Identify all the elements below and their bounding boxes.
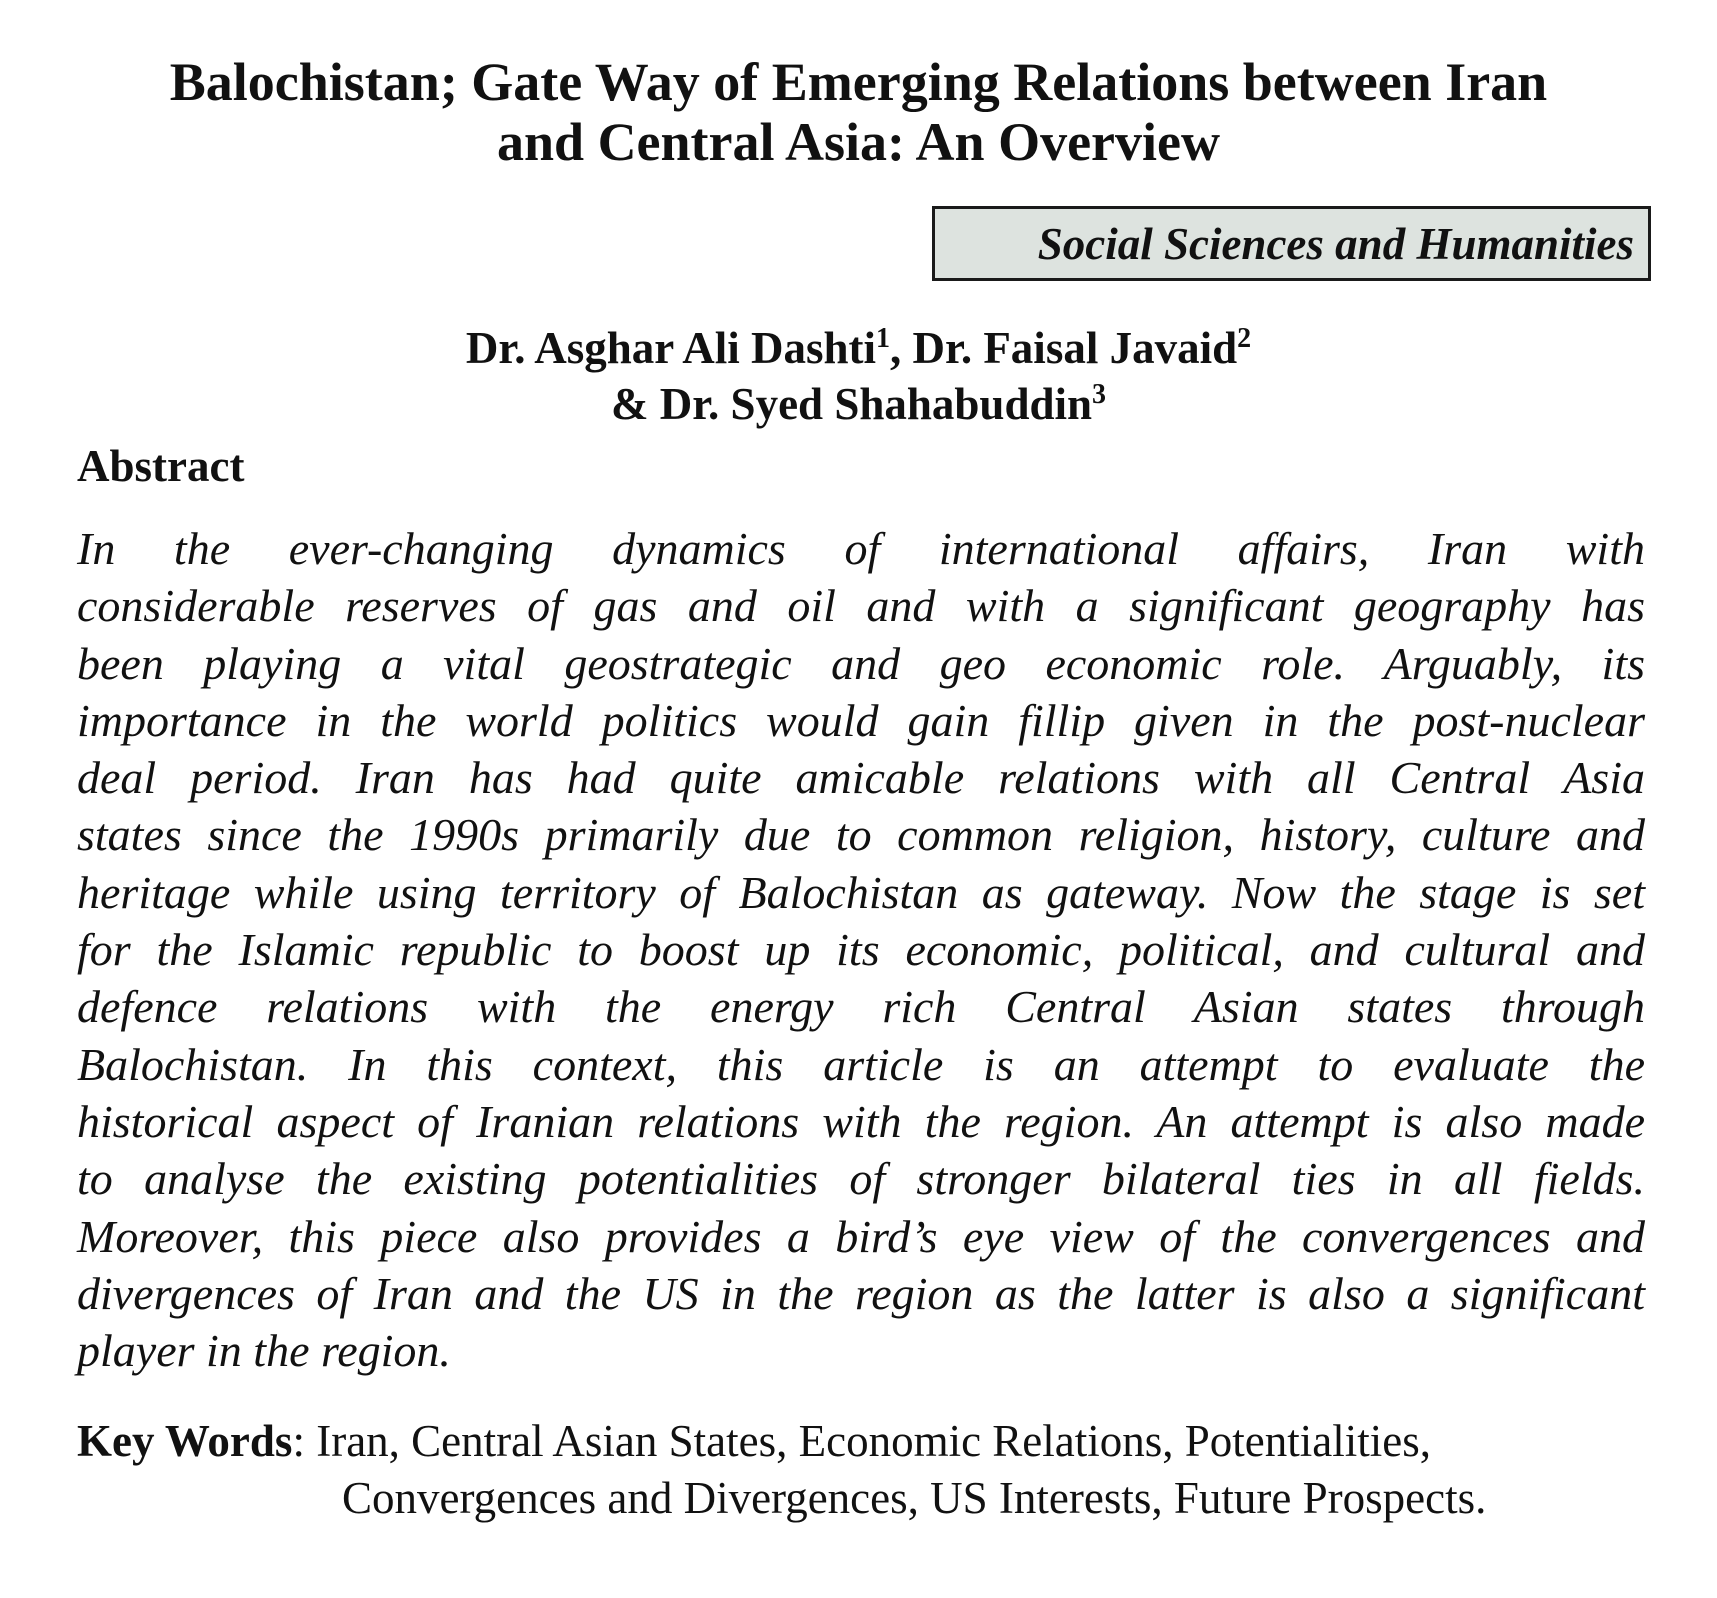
abstract-line: for the Islamic republic to boost up its economic, political, and cultural and <box>77 924 1645 976</box>
author-ampersand: & <box>610 379 660 429</box>
author-name-2: Dr. Faisal Javaid <box>912 323 1238 373</box>
abstract-line: historical aspect of Iranian relations with the region. An attempt is also made <box>77 1095 1645 1147</box>
abstract-line: considerable reserves of gas and oil and with a significant geography has <box>77 580 1645 632</box>
abstract-heading: Abstract <box>77 441 245 491</box>
abstract-line: heritage while using territory of Balochistan as gateway. Now the stage is set <box>77 866 1645 918</box>
author-line-1 <box>60 320 1657 376</box>
abstract-line: to analyse the existing potentialities of stronger bilateral ties in all fields. <box>77 1153 1645 1205</box>
abstract-body <box>77 520 1645 1379</box>
abstract-line: In the ever-changing dynamics of international affairs, Iran with <box>77 523 1645 574</box>
keywords-list-line-1: Iran, Central Asian States, Economic Relations, Potentialities, <box>316 1416 1432 1466</box>
author-affiliation-2: 2 <box>1237 323 1252 354</box>
keywords-row-1 <box>77 1413 1657 1470</box>
abstract-line: importance in the world politics would gain fillip given in the post-nuclear <box>77 694 1645 746</box>
author-affiliation-1: 1 <box>875 323 890 354</box>
abstract-line: Moreover, this piece also provides a bird’s eye view of the convergences and <box>77 1210 1645 1262</box>
keywords-label: Key Words <box>77 1416 293 1466</box>
author-name-3: Dr. Syed Shahabuddin <box>659 379 1093 429</box>
keywords-row-2 <box>77 1470 1657 1527</box>
abstract-line: divergences of Iran and the US in the region as the latter is also a significant <box>77 1267 1645 1319</box>
keywords-separator: : <box>292 1416 317 1466</box>
category-box <box>932 206 1651 281</box>
keywords-list-line-2: Convergences and Divergences, US Interests, Future Prospects. <box>342 1473 1487 1523</box>
abstract-line: Balochistan. In this context, this article is an attempt to evaluate the <box>77 1038 1645 1090</box>
abstract-line: states since the 1990s primarily due to common religion, history, culture and <box>77 809 1645 861</box>
abstract-line: been playing a vital geostrategic and geo economic role. Arguably, its <box>77 637 1645 689</box>
author-separator: , <box>889 323 913 373</box>
author-affiliation-3: 3 <box>1092 379 1107 410</box>
author-line-2 <box>60 376 1657 432</box>
author-list <box>60 320 1657 432</box>
keywords-block <box>77 1413 1657 1527</box>
paper-title-line-1: Balochistan; Gate Way of Emerging Relations between Iran <box>169 52 1548 112</box>
paper-title <box>60 52 1657 172</box>
abstract-line: player in the region. <box>77 1325 451 1377</box>
abstract-line: defence relations with the energy rich Central Asian states through <box>77 981 1645 1033</box>
category-label: Social Sciences and Humanities <box>1037 218 1634 269</box>
author-name-1: Dr. Asghar Ali Dashti <box>465 323 876 373</box>
abstract-line: deal period. Iran has had quite amicable relations with all Central Asia <box>77 752 1645 804</box>
paper-title-line-2: and Central Asia: An Overview <box>497 112 1220 172</box>
